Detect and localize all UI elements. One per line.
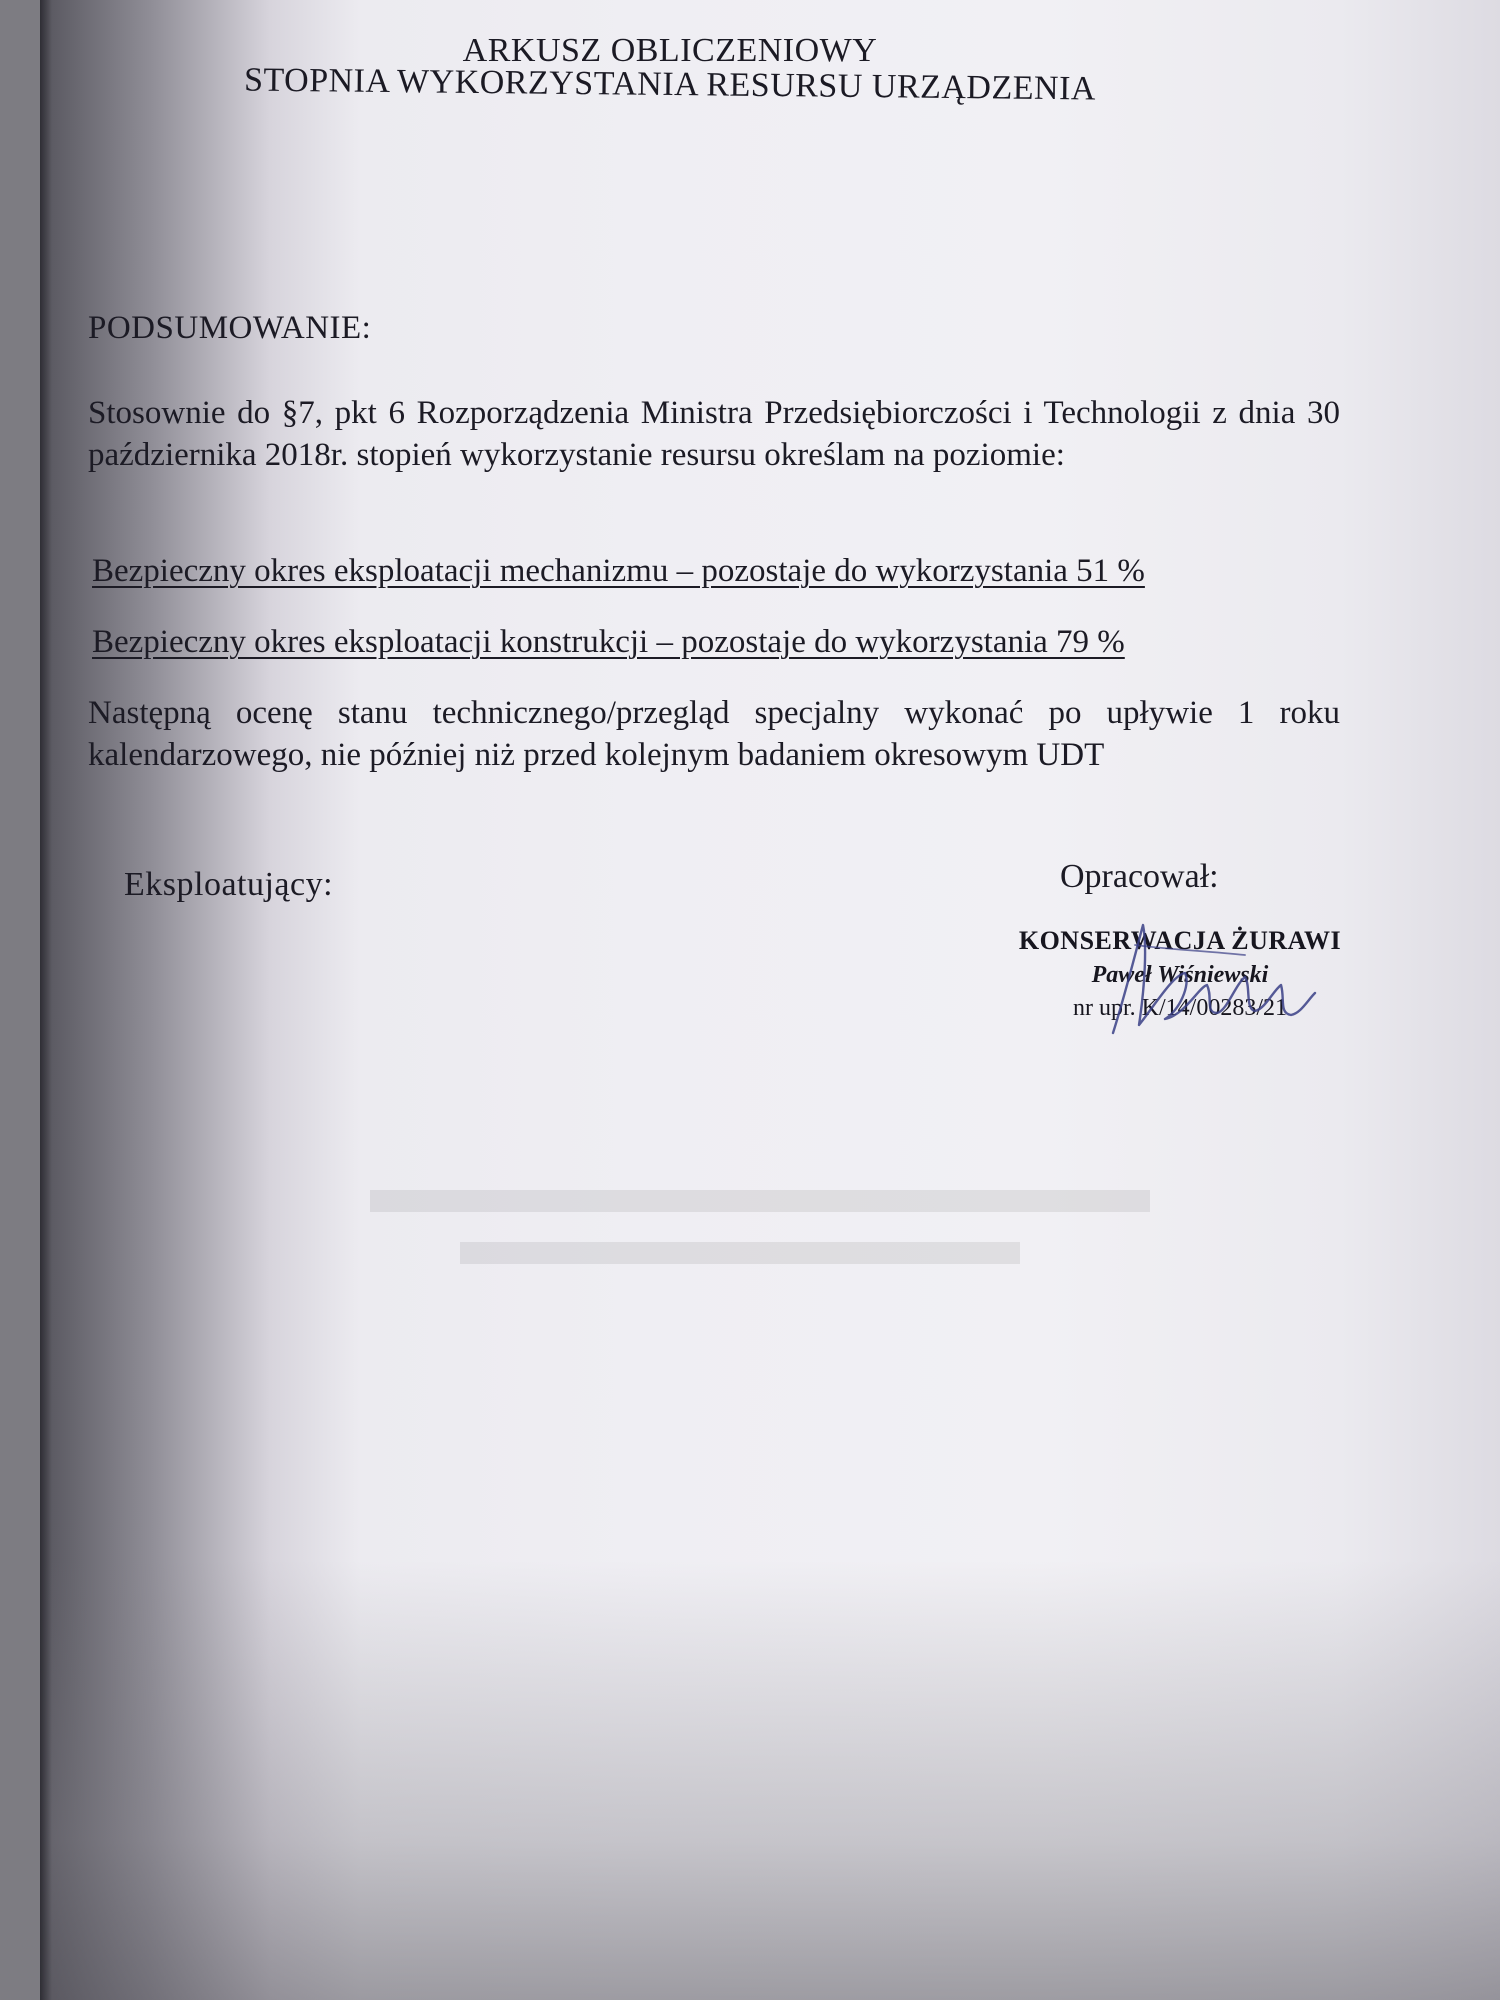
stamp-person: Paweł Wiśniewski: [1091, 962, 1269, 988]
operator-label: Eksploatujący:: [124, 866, 334, 903]
prepared-by-label: Opracował:: [1060, 858, 1219, 895]
document-page: [40, 0, 1500, 2000]
handwritten-signature-icon: [1095, 915, 1325, 1055]
mechanism-remaining-line: Bezpieczny okres eksploatacji mechanizmu – pozostaje do wykorzystania 51 %: [92, 553, 1145, 589]
stamp-company: KONSERWACJA ŻURAWI: [1018, 926, 1342, 955]
show-through-text-shadow: [370, 1180, 1150, 1290]
regulation-paragraph: Stosownie do §7, pkt 6 Rozporządzenia Ministra Przedsiębiorczości i Technologii z dnia 30 października 2018r. stopień wykorzystanie resursu określam na poziomie:: [88, 395, 1340, 473]
document-title-line-1: ARKUSZ OBLICZENIOWY: [462, 32, 878, 69]
document-title-line-2: STOPNIA WYKORZYSTANIA RESURSU URZĄDZENIA: [243, 61, 1097, 108]
next-inspection-paragraph: Następną ocenę stanu technicznego/przegląd specjalny wykonać po upływie 1 roku kalendarzowego, nie później niż przed kolejnym badaniem okresowym UDT: [88, 695, 1340, 773]
stamp-permit-number: nr upr. K/14/00283/21: [1073, 995, 1287, 1021]
structure-remaining-line: Bezpieczny okres eksploatacji konstrukcji – pozostaje do wykorzystania 79 %: [92, 624, 1125, 660]
summary-heading: PODSUMOWANIE:: [88, 310, 372, 346]
